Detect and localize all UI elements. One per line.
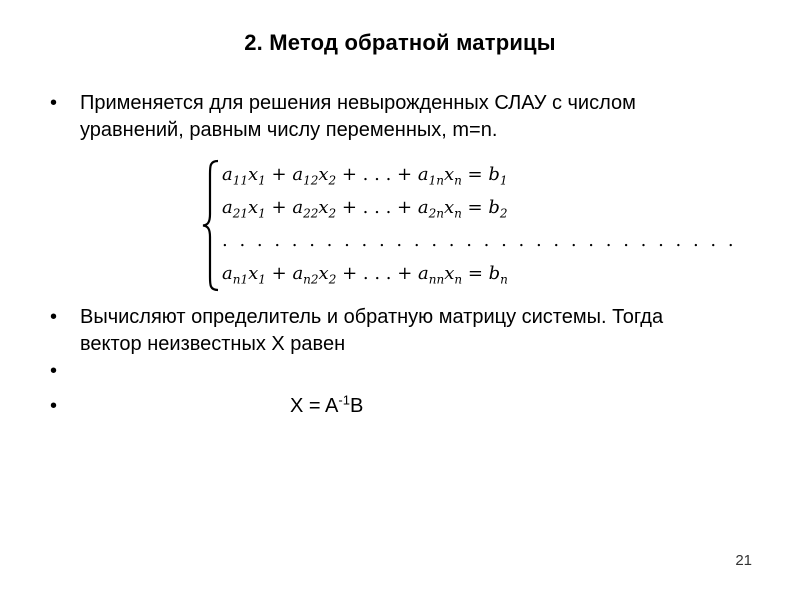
slide-title: 2. Метод обратной матрицы: [244, 30, 556, 55]
bullet-item-application: [50, 90, 710, 144]
bullet-item-determinant: [50, 304, 710, 358]
inverse-matrix-formula: $X = A^{-1}B$: [290, 392, 364, 417]
bullet-icon: •: [50, 395, 58, 417]
page-number: 21: [735, 552, 752, 569]
equation-ellipsis-row: . . . . . . . . . . . . . . . . . . . . . . . . . . . . . .: [222, 230, 737, 251]
equation-system: [200, 158, 737, 293]
equation-line-1: $a_{11}x_1 + a_{12}x_2$ + . . . + $a_{1n}x_n = b_1$: [222, 164, 508, 188]
bullet-icon: •: [50, 92, 58, 114]
equation-lines: [222, 158, 737, 290]
bullet-text: Применяется для решения невырожденных СЛАУ с числом уравнений, равным числу переменных, m=n.: [80, 92, 636, 141]
bullet-item-formula: [50, 393, 710, 420]
equation-line-2: $a_{21}x_1 + a_{22}x_2$ + . . . + $a_{2n}x_n = b_2$: [222, 197, 508, 221]
bullet-icon: •: [50, 306, 58, 328]
bullet-item-empty: [50, 358, 710, 385]
left-brace-icon: [200, 158, 222, 293]
bullet-icon: •: [50, 360, 58, 382]
equation-line-n: $a_{n1}x_1 + a_{n2}x_2$ + . . . + $a_{nn}x_n = b_n$: [222, 263, 508, 287]
bullet-text: Вычисляют определитель и обратную матрицу системы. Тогда вектор неизвестных X равен: [80, 306, 664, 355]
